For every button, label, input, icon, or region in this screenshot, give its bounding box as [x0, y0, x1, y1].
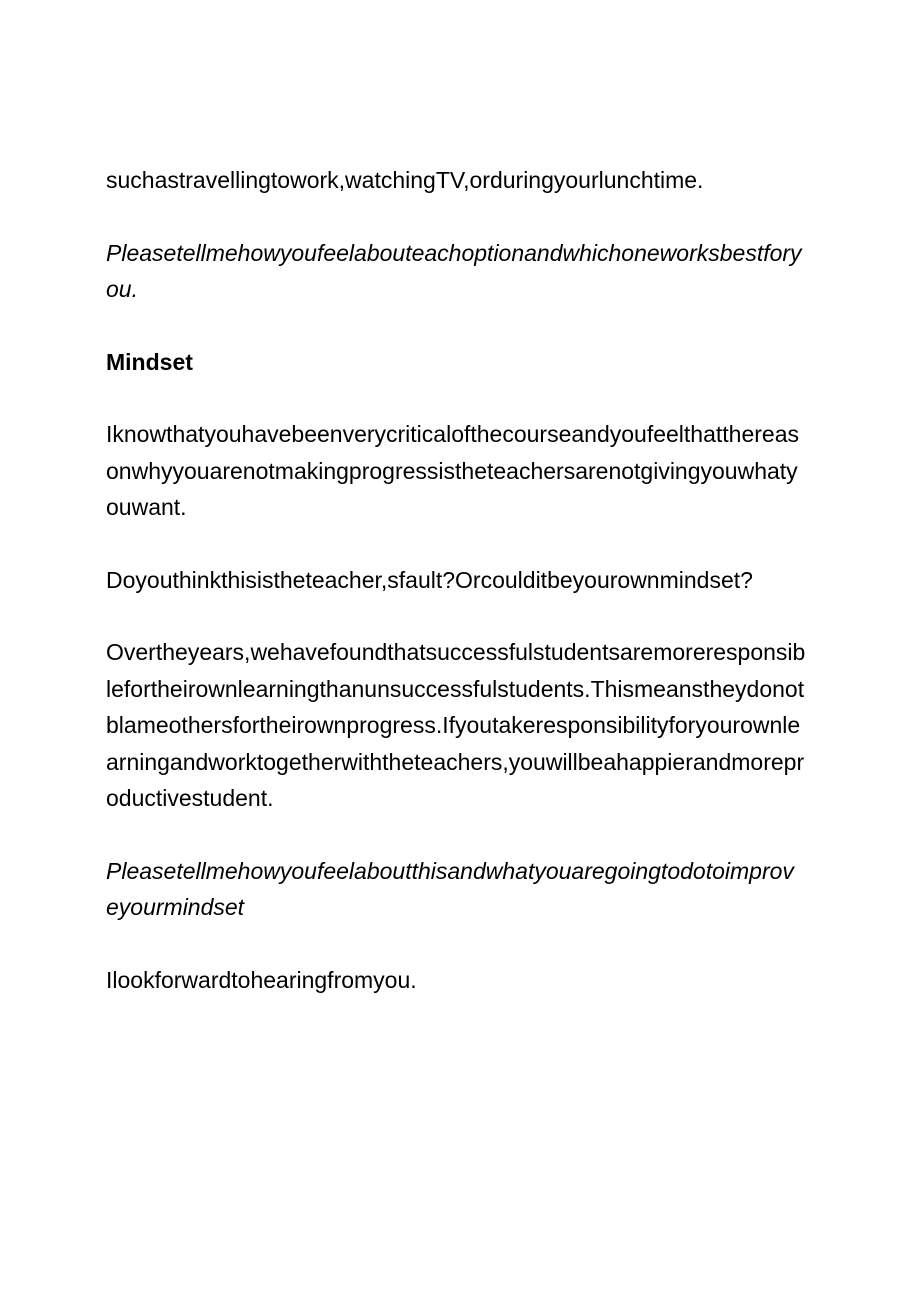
paragraph-successful-students: Overtheyears,wehavefoundthatsuccessfulstudentsaremoreresponsiblefortheirownlearningthanunsuccessfulstudents.Thismeanstheydonotblameothersfortheirownprogress.Ifyoutakeresponsibilityforyourownlearningandworktogetherwiththeteachers,youwillbeahappierandmoreproductivestudent. — [106, 639, 806, 811]
paragraph-closing: Ilookforwardtohearingfromyou. — [106, 966, 417, 993]
paragraph-course-criticism: Iknowthatyouhavebeenverycriticalofthecourseandyoufeelthatthereasonwhyyouarenotmakingprogressistheteachersarenotgivingyouwhatyouwant. — [106, 421, 799, 520]
paragraph-study-times: suchastravellingtowork,watchingTV,orduringyourlunchtime. — [106, 167, 704, 193]
paragraph-mindset-question: Pleasetellmehowyoufeelaboutthisandwhatyouaregoingtodotoimproveyourmindset — [106, 857, 794, 920]
paragraph-option-question: Pleasetellmehowyoufeelabouteachoptionandwhichoneworksbestforyou. — [106, 239, 802, 302]
paragraph-fault-question: Doyouthinkthisistheteacher,sfault?Orcoulditbeyourownmindset? — [106, 566, 753, 593]
document-body — [106, 162, 806, 1034]
section-heading-mindset: Mindset — [106, 348, 193, 375]
